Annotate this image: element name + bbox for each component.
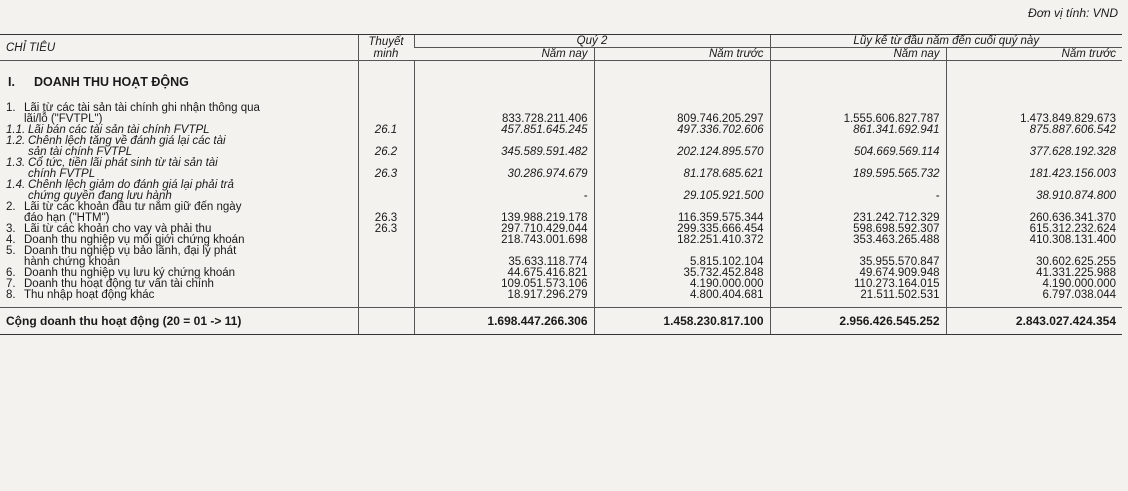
row-label-line: hành chứng khoán [24, 256, 120, 268]
row-number: 1.3. [6, 157, 26, 169]
row-label-line: Doanh thu nghiệp vụ bảo lãnh, đại lý phát [24, 245, 237, 257]
row-label [0, 136, 358, 158]
row-q2-nam-nay: 18.917.296.279 [414, 290, 594, 301]
row-q2-nam-nay: 457.851.645.245 [414, 125, 594, 136]
row-q2-nam-truoc: 5.815.102.104 [594, 246, 770, 268]
row-label-line: chính FVTPL [28, 168, 96, 180]
header-chi-tieu: CHỈ TIÊU [0, 35, 358, 61]
row-q2-nam-truoc: 35.732.452.848 [594, 268, 770, 279]
row-q2-nam-nay: 44.675.416.821 [414, 268, 594, 279]
row-lk-nam-nay: 861.341.692.941 [770, 125, 946, 136]
row-note [358, 268, 414, 279]
row-q2-nam-nay: 30.286.974.679 [414, 158, 594, 180]
row-number: 5. [6, 245, 16, 257]
row-number: 4. [6, 234, 16, 246]
row-label-line: Chênh lệch giảm do đánh giá lại phải trả [28, 179, 234, 191]
total-q2-nam-truoc: 1.458.230.817.100 [594, 308, 770, 335]
total-q2-nam-nay: 1.698.447.266.306 [414, 308, 594, 335]
row-lk-nam-truoc: 30.602.625.255 [946, 246, 1122, 268]
row-label-line: Lãi từ các khoản đầu tư nắm giữ đến ngày [24, 201, 242, 213]
row-number: 1.1. [6, 124, 26, 136]
total-lk-nam-nay: 2.956.426.545.252 [770, 308, 946, 335]
row-lk-nam-truoc: 377.628.192.328 [946, 136, 1122, 158]
header-lk-nam-nay: Năm nay [770, 48, 946, 61]
row-q2-nam-truoc: 4.190.000.000 [594, 279, 770, 290]
row-label-line: đáo hạn ("HTM") [24, 212, 110, 224]
row-number: 1.2. [6, 135, 26, 147]
row-number: 3. [6, 223, 16, 235]
row-q2-nam-nay: 35.633.118.774 [414, 246, 594, 268]
row-lk-nam-nay: 35.955.570.847 [770, 246, 946, 268]
row-q2-nam-truoc: 299.335.666.454 [594, 224, 770, 235]
row-lk-nam-nay: 110.273.164.015 [770, 279, 946, 290]
row-label [0, 202, 358, 224]
row-q2-nam-nay: - [414, 180, 594, 202]
row-note: 26.3 [358, 158, 414, 180]
row-q2-nam-nay: 297.710.429.044 [414, 224, 594, 235]
unit-note: Đơn vị tính: VND [1028, 6, 1118, 20]
section-title [0, 61, 358, 104]
row-note [358, 103, 414, 125]
row-q2-nam-truoc: 4.800.404.681 [594, 290, 770, 301]
row-label [0, 246, 358, 268]
header-thuyet-minh-line-1: Thuyết [368, 36, 404, 48]
row-lk-nam-truoc: 181.423.156.003 [946, 158, 1122, 180]
row-label [0, 158, 358, 180]
row-number: 1. [6, 102, 16, 114]
row-label-line: Doanh thu nghiệp vụ môi giới chứng khoán [24, 234, 245, 246]
table-row [0, 180, 1122, 202]
row-lk-nam-nay: 353.463.265.488 [770, 235, 946, 246]
row-lk-nam-nay: 231.242.712.329 [770, 202, 946, 224]
header-thuyet-minh [358, 35, 414, 61]
total-row [0, 308, 1122, 335]
total-lk-nam-truoc: 2.843.027.424.354 [946, 308, 1122, 335]
section-number: I. [8, 74, 15, 89]
header-lk-nam-truoc: Năm trước [946, 48, 1122, 61]
row-lk-nam-truoc: 875.887.606.542 [946, 125, 1122, 136]
row-lk-nam-nay: 1.555.606.827.787 [770, 103, 946, 125]
table-row [0, 136, 1122, 158]
row-q2-nam-truoc: 809.746.205.297 [594, 103, 770, 125]
row-q2-nam-nay: 218.743.001.698 [414, 235, 594, 246]
row-label [0, 103, 358, 125]
row-q2-nam-nay: 833.728.211.406 [414, 103, 594, 125]
row-lk-nam-nay: - [770, 180, 946, 202]
income-statement-table [0, 34, 1122, 335]
row-note: 26.1 [358, 125, 414, 136]
row-lk-nam-truoc: 1.473.849.829.673 [946, 103, 1122, 125]
row-note: 26.2 [358, 136, 414, 158]
row-lk-nam-nay: 598.698.592.307 [770, 224, 946, 235]
table-row [0, 246, 1122, 268]
header-thuyet-minh-line-2: minh [373, 48, 399, 60]
total-label: Cộng doanh thu hoạt động (20 = 01 -> 11) [0, 308, 358, 335]
row-lk-nam-truoc: 410.308.131.400 [946, 235, 1122, 246]
row-number: 2. [6, 201, 16, 213]
row-label-line: lãi/lỗ ("FVTPL") [24, 113, 103, 125]
row-q2-nam-truoc: 116.359.575.344 [594, 202, 770, 224]
row-number: 8. [6, 289, 16, 301]
row-lk-nam-truoc: 4.190.000.000 [946, 279, 1122, 290]
row-label-line: Thu nhập hoạt động khác [24, 289, 155, 301]
header-q2-nam-nay: Năm nay [414, 48, 594, 61]
row-lk-nam-truoc: 615.312.232.624 [946, 224, 1122, 235]
table-row [0, 158, 1122, 180]
row-label-line: sản tài chính FVTPL [28, 146, 133, 158]
row-note [358, 235, 414, 246]
row-q2-nam-truoc: 182.251.410.372 [594, 235, 770, 246]
row-number: 6. [6, 267, 16, 279]
row-q2-nam-truoc: 81.178.685.621 [594, 158, 770, 180]
table-row [0, 103, 1122, 125]
row-label-line: Chênh lệch tăng về đánh giá lại các tài [28, 135, 226, 147]
table-row [0, 290, 1122, 301]
row-number: 7. [6, 278, 16, 290]
table-row [0, 202, 1122, 224]
row-lk-nam-truoc: 41.331.225.988 [946, 268, 1122, 279]
row-lk-nam-truoc: 260.636.341.370 [946, 202, 1122, 224]
header-quy-2: Quý 2 [414, 35, 770, 48]
row-lk-nam-nay: 189.595.565.732 [770, 158, 946, 180]
row-label-line: chứng quyền đang lưu hành [28, 190, 172, 202]
row-q2-nam-nay: 139.988.219.178 [414, 202, 594, 224]
row-note [358, 279, 414, 290]
row-q2-nam-truoc: 202.124.895.570 [594, 136, 770, 158]
row-lk-nam-truoc: 6.797.038.044 [946, 290, 1122, 301]
row-label-line: Doanh thu hoạt động tư vấn tài chính [24, 278, 214, 290]
row-q2-nam-truoc: 497.336.702.606 [594, 125, 770, 136]
row-note [358, 290, 414, 301]
row-label-line: Lãi từ các khoản cho vay và phải thu [24, 223, 212, 235]
row-q2-nam-nay: 109.051.573.106 [414, 279, 594, 290]
row-note: 26.3 [358, 202, 414, 224]
section-row [0, 61, 1122, 104]
row-label-line: Cổ tức, tiền lãi phát sinh từ tài sản tài [28, 157, 218, 169]
row-label-line: Lãi từ các tài sản tài chính ghi nhận thông qua [24, 102, 260, 114]
section-title-text: DOANH THU HOẠT ĐỘNG [34, 74, 189, 89]
row-q2-nam-truoc: 29.105.921.500 [594, 180, 770, 202]
row-note [358, 246, 414, 268]
row-q2-nam-nay: 345.589.591.482 [414, 136, 594, 158]
row-lk-nam-nay: 21.511.502.531 [770, 290, 946, 301]
row-number: 1.4. [6, 179, 26, 191]
row-note [358, 180, 414, 202]
row-lk-nam-nay: 504.669.569.114 [770, 136, 946, 158]
row-label [0, 290, 358, 301]
row-label-line: Doanh thu nghiệp vụ lưu ký chứng khoán [24, 267, 236, 279]
header-q2-nam-truoc: Năm trước [594, 48, 770, 61]
row-lk-nam-truoc: 38.910.874.800 [946, 180, 1122, 202]
row-note: 26.3 [358, 224, 414, 235]
row-label-line: Lãi bán các tài sản tài chính FVTPL [28, 124, 210, 136]
header-luy-ke: Lũy kế từ đầu năm đến cuối quý này [770, 35, 1122, 48]
row-label [0, 180, 358, 202]
row-lk-nam-nay: 49.674.909.948 [770, 268, 946, 279]
